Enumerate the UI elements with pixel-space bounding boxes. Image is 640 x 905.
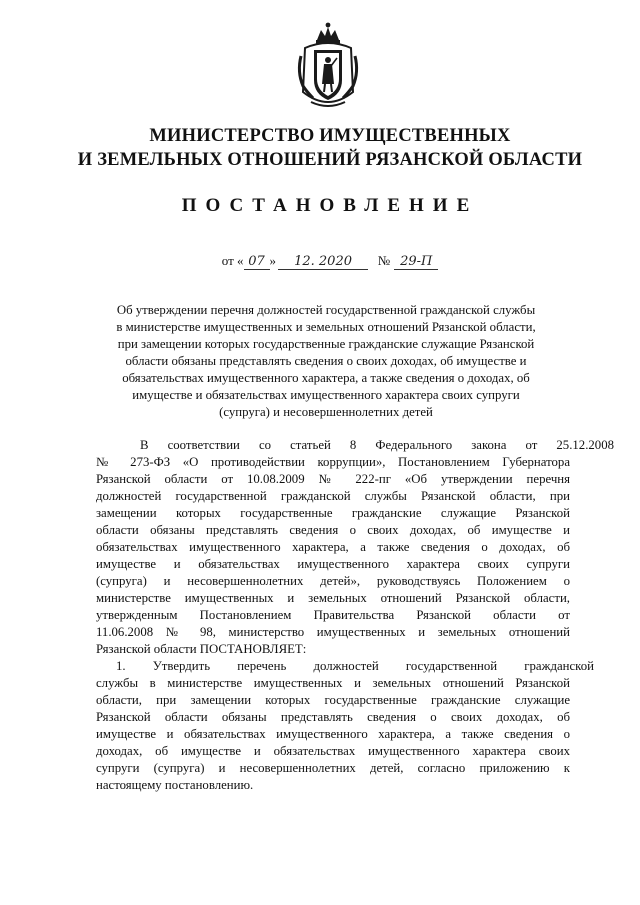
body-line: № 273-ФЗ «О противодействии коррупции», Постановлением Губернатора [96, 455, 570, 469]
body-line: Рязанской области от 10.08.2009 № 222-пг «Об утверждении перечня [96, 472, 570, 486]
body-line: области, при замещении которых государственные гражданские служащие [96, 693, 570, 707]
date-prefix: от « [221, 253, 244, 268]
subject-line: области обязаны представлять сведения о своих доходах, об имуществе и [125, 354, 527, 368]
body-line: должностей государственной гражданской службы Рязанской области, при [96, 489, 570, 503]
body-line: обязательствах имущественного характера, а также сведения о доходах, об [96, 540, 570, 554]
subject-line: имуществе и обязательствах имущественного характера своих супруги [132, 388, 520, 402]
body-line: (супруга) и несовершеннолетних детей», руководствуясь Положением о [96, 574, 570, 588]
subject-line: Об утверждении перечня должностей государственной гражданской службы [116, 303, 536, 317]
date-and-number [60, 249, 600, 273]
subject-line: обязательствах имущественного характера, а также сведения о доходах, об [122, 371, 530, 385]
document-body [96, 437, 614, 794]
date-mid: » [269, 253, 277, 268]
subject-line: в министерстве имущественных и земельных отношений Рязанской области, [116, 320, 536, 334]
body-line: настоящему постановлению. [96, 778, 254, 792]
body-line: имуществе и обязательствах имущественного характера, а также сведения о [96, 727, 570, 741]
body-line: Рязанской области ПОСТАНОВЛЯЕТ: [96, 642, 307, 656]
org-name-line-2: И ЗЕМЕЛЬНЫХ ОТНОШЕНИЙ РЯЗАНСКОЙ ОБЛАСТИ [77, 150, 583, 170]
date-day: 07 [244, 254, 270, 270]
document-number: 29-П [394, 254, 438, 270]
body-line: В соответствии со статьей 8 Федерального закона от 25.12.2008 [140, 438, 614, 452]
body-line: Рязанской области обязаны представлять сведения о своих доходах, об [96, 710, 570, 724]
body-line: замещении которых государственные гражданские служащие Рязанской [96, 506, 570, 520]
body-line: 1. Утвердить перечень должностей государственной гражданской [116, 659, 594, 673]
date-month-year: 12. 2020 [278, 254, 368, 270]
body-line: министерстве имущественных и земельных отношений Рязанской области, [96, 591, 570, 605]
org-name-line-1: МИНИСТЕРСТВО ИМУЩЕСТВЕННЫХ [149, 126, 511, 146]
body-line: 11.06.2008 № 98, министерство имущественных и земельных отношений [96, 625, 570, 639]
body-line: доходах, об имуществе и обязательствах имущественного характера своих [96, 744, 570, 758]
body-line: службы в министерстве имущественных и земельных отношений Рязанской [96, 676, 570, 690]
document-type: ПОСТАНОВЛЕНИЕ [181, 195, 479, 216]
subject-line: (супруга) и несовершеннолетних детей [219, 405, 433, 419]
body-line: утвержденным Постановлением Правительства Рязанской области от [96, 608, 570, 622]
subject-line: при замещении которых государственные гражданские служащие Рязанской [117, 337, 535, 351]
body-line: области обязаны представлять сведения о своих доходах, об имуществе и [96, 523, 570, 537]
document-subject [82, 302, 570, 421]
body-line: имуществе и обязательствах имущественного характера своих супруги [96, 557, 570, 571]
number-prefix: № [377, 253, 391, 268]
ryazan-coat-of-arms-icon [295, 22, 361, 114]
body-line: супруги (супруга) и несовершеннолетних детей, согласно приложению к [96, 761, 570, 775]
